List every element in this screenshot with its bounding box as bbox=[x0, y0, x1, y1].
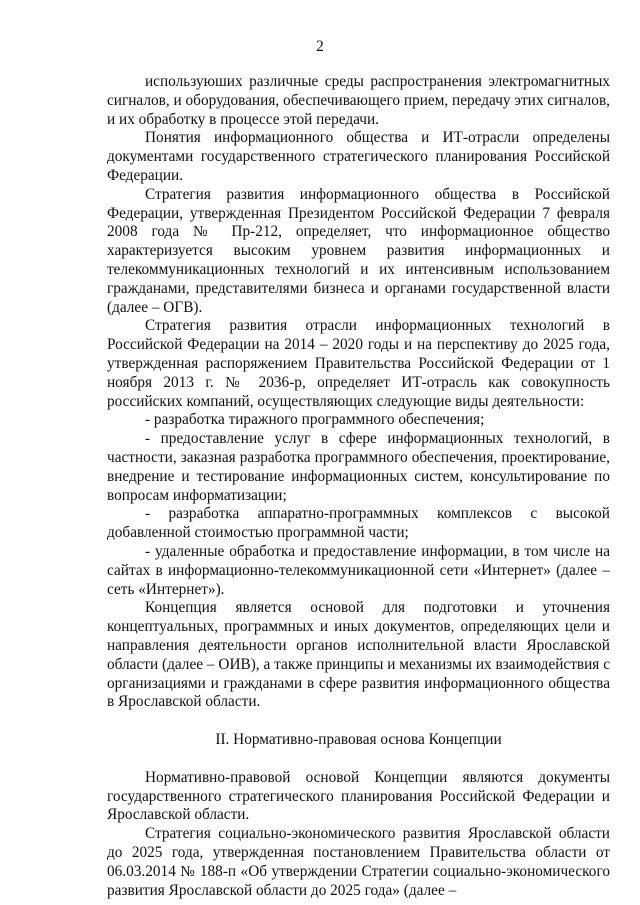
paragraph: Стратегия развития информационного общества в Российской Федерации, утвержденная Президентом Российской Федерации 7 февраля 2008 года № Пр-212, определяет, что информационное общество характеризуется высоким уровнем развития информационных и телекоммуникационных технологий и их интенсивным использованием гражданами, представителями бизнеса и органами государственной власти (далее – ОГВ). bbox=[107, 185, 610, 316]
list-item: - предоставление услуг в сфере информационных технологий, в частности, заказная разработка программного обеспечения, проектирование, внедрение и тестирование информационных систем, консультирование по вопросам информатизации; bbox=[107, 430, 610, 504]
paragraph: используюших различные среды распространения электромагнитных сигналов, и оборудования, обеспечивающего прием, передачу этих сигналов, и их обработку в процессе этой передачи. bbox=[107, 73, 610, 128]
page-number: 2 bbox=[316, 38, 324, 55]
paragraph: Понятия информационного общества и ИТ-отрасли определены документами государственного стратегического планирования Российской Федерации. bbox=[107, 129, 610, 184]
list-item: - разработка аппаратно-программных комплексов с высокой добавленной стоимостью программной части; bbox=[107, 505, 610, 542]
paragraph: Стратегия социально-экономического развития Ярославской области до 2025 года, утвержденная постановлением Правительства области от 06.03.2014 № 188-п «Об утверждении Стратегии социально-экономического развития Ярославской области до 2025 года» (далее – bbox=[107, 825, 610, 899]
section-heading: II. Нормативно-правовая основа Концепции bbox=[215, 731, 502, 749]
paragraph: Нормативно-правовой основой Концепции являются документы государственного стратегического планирования Российской Федерации и Ярославской области. bbox=[107, 768, 610, 824]
list-item: - удаленные обработка и предоставление информации, в том числе на сайтах в информационно-телекоммуникационной сети «Интернет» (далее – сеть «Интернет»). bbox=[107, 542, 610, 598]
document-body bbox=[107, 73, 610, 900]
paragraph: Концепция является основой для подготовки и уточнения концептуальных, программных и иных документов, определяющих цели и направления деятельности органов исполнительной власти Ярославской области (далее – ОИВ), а также принципы и механизмы их взаимодействия с организациями и гражданами в сфере развития информационного общества в Ярославской области. bbox=[107, 599, 610, 711]
list-item: - разработка тиражного программного обеспечения; bbox=[145, 411, 485, 429]
paragraph: Стратегия развития отрасли информационных технологий в Российской Федерации на 2014 – 2020 годы и на перспективу до 2025 года, утвержденная распоряжением Правительства Российской Федерации от 1 ноября 2013 г. № 2036-р, определяет ИТ-отрасль как совокупность российских компаний, осуществляющих следующие виды деятельности: bbox=[107, 317, 610, 410]
